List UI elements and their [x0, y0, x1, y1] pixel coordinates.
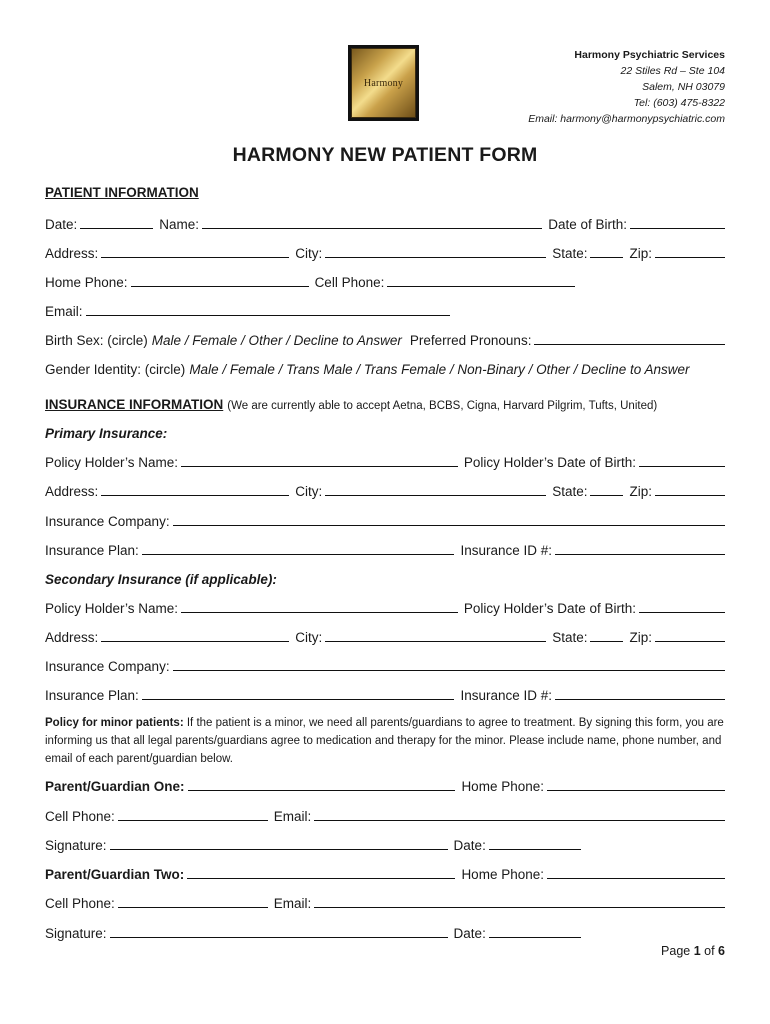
guardian-one-cell-field[interactable]: [118, 820, 268, 821]
dob-label: Date of Birth:: [548, 217, 627, 232]
address-field[interactable]: [101, 257, 289, 258]
cell-phone-field[interactable]: [387, 286, 575, 287]
guardian-two-signature-field[interactable]: [110, 937, 448, 938]
minor-policy-text: If the patient is a minor, we need all parents/guardians to agree to treatment. By signing this form, you are informing us that all legal parents/guardians agree to medication and therapy for the minor. Please include name, phone number, and email of each parent/guardian below.: [45, 717, 724, 765]
row-gender-identity: [45, 358, 725, 378]
practice-street: 22 Stiles Rd – Ste 104: [620, 65, 725, 77]
secondary-id-label: Insurance ID #:: [460, 688, 552, 703]
guardian-one-row: [45, 775, 725, 795]
primary-company-row: [45, 510, 725, 530]
guardian-one-cell-label: Cell Phone:: [45, 809, 115, 824]
secondary-zip-field[interactable]: [655, 641, 725, 642]
primary-zip-field[interactable]: [655, 495, 725, 496]
guardian-one-home-phone-label: Home Phone:: [461, 779, 544, 794]
minor-policy-paragraph: [45, 714, 725, 768]
guardian-one-name-field[interactable]: [188, 790, 456, 791]
secondary-state-label: State:: [552, 630, 588, 645]
guardian-one-date-field[interactable]: [489, 849, 581, 850]
secondary-holder-dob-field[interactable]: [639, 612, 725, 613]
secondary-address-field[interactable]: [101, 641, 289, 642]
practice-phone: Tel: (603) 475-8322: [633, 97, 725, 109]
primary-holder-name-field[interactable]: [181, 466, 458, 467]
primary-city-label: City:: [295, 484, 323, 499]
email-label: Email:: [45, 304, 83, 319]
dob-field[interactable]: [630, 228, 725, 229]
primary-plan-field[interactable]: [142, 554, 455, 555]
zip-label: Zip:: [629, 246, 652, 261]
primary-address-field[interactable]: [101, 495, 289, 496]
row-address: [45, 242, 725, 262]
page-current: 1: [693, 944, 701, 958]
primary-holder-row: [45, 451, 725, 471]
primary-insurance-heading: Primary Insurance:: [45, 426, 168, 441]
city-label: City:: [295, 246, 323, 261]
practice-name: Harmony Psychiatric Services: [574, 49, 725, 61]
secondary-holder-name-label: Policy Holder’s Name:: [45, 601, 179, 616]
secondary-plan-row: [45, 684, 725, 704]
secondary-insurance-heading-row: [45, 568, 725, 588]
state-field[interactable]: [590, 257, 623, 258]
state-label: State:: [552, 246, 588, 261]
guardian-two-email-label: Email:: [273, 896, 312, 911]
birth-sex-options[interactable]: Male / Female / Other / Decline to Answer: [151, 333, 402, 348]
practice-email: Email: harmony@harmonypsychiatric.com: [528, 113, 725, 125]
row-birth-sex: [45, 329, 725, 349]
primary-insurance-heading-row: [45, 422, 725, 442]
primary-company-label: Insurance Company:: [45, 514, 170, 529]
date-field[interactable]: [80, 228, 153, 229]
pronouns-field[interactable]: [534, 344, 725, 345]
secondary-city-field[interactable]: [325, 641, 546, 642]
guardian-one-signature-label: Signature:: [45, 838, 107, 853]
secondary-company-row: [45, 655, 725, 675]
secondary-insurance-heading: Secondary Insurance (if applicable):: [45, 572, 277, 587]
guardian-one-signature-field[interactable]: [110, 849, 448, 850]
page-of: of: [700, 944, 719, 958]
secondary-address-label: Address:: [45, 630, 99, 645]
guardian-one-date-label: Date:: [453, 838, 486, 853]
insurance-heading-row: [45, 393, 725, 413]
pronouns-label: Preferred Pronouns:: [409, 333, 532, 348]
primary-company-field[interactable]: [173, 525, 725, 526]
row-phones: [45, 271, 725, 291]
harmony-logo: [348, 45, 419, 121]
primary-zip-label: Zip:: [629, 484, 652, 499]
practice-city: Salem, NH 03079: [642, 81, 725, 93]
guardian-two-cell-label: Cell Phone:: [45, 896, 115, 911]
name-label: Name:: [159, 217, 200, 232]
secondary-plan-field[interactable]: [142, 699, 455, 700]
guardian-two-email-field[interactable]: [314, 907, 725, 908]
guardian-one-home-phone-field[interactable]: [547, 790, 725, 791]
primary-state-field[interactable]: [590, 495, 623, 496]
primary-plan-label: Insurance Plan:: [45, 543, 139, 558]
minor-policy-label: Policy for minor patients:: [45, 717, 184, 729]
secondary-plan-label: Insurance Plan:: [45, 688, 139, 703]
address-label: Address:: [45, 246, 99, 261]
guardian-one-label: Parent/Guardian One:: [45, 779, 185, 794]
guardian-two-signature-row: [45, 922, 725, 942]
guardian-one-email-field[interactable]: [314, 820, 725, 821]
guardian-two-date-field[interactable]: [489, 937, 581, 938]
primary-plan-row: [45, 539, 725, 559]
secondary-holder-name-field[interactable]: [181, 612, 458, 613]
zip-field[interactable]: [655, 257, 725, 258]
secondary-company-field[interactable]: [173, 670, 725, 671]
row-date-name-dob: [45, 213, 725, 233]
page-total: 6: [718, 944, 725, 958]
primary-city-field[interactable]: [325, 495, 546, 496]
primary-address-label: Address:: [45, 484, 99, 499]
insurance-info-heading: INSURANCE INFORMATION: [45, 397, 224, 412]
primary-address-row: [45, 480, 725, 500]
primary-holder-dob-label: Policy Holder’s Date of Birth:: [463, 455, 636, 470]
guardian-two-row: [45, 863, 725, 883]
gender-identity-options[interactable]: Male / Female / Trans Male / Trans Female / Non-Binary / Other / Decline to Answer: [189, 362, 690, 377]
primary-id-field[interactable]: [555, 554, 725, 555]
insurance-accepted-note: (We are currently able to accept Aetna, BCBS, Cigna, Harvard Pilgrim, Tufts, United): [227, 400, 658, 412]
guardian-two-home-phone-field[interactable]: [547, 878, 725, 879]
guardian-two-home-phone-label: Home Phone:: [461, 867, 544, 882]
logo-plate: [351, 48, 416, 118]
primary-holder-dob-field[interactable]: [639, 466, 725, 467]
guardian-one-contact-row: [45, 805, 725, 825]
birth-sex-label: Birth Sex: (circle): [45, 333, 148, 348]
primary-state-label: State:: [552, 484, 588, 499]
name-field[interactable]: [202, 228, 542, 229]
logo-text: Harmony: [363, 77, 404, 89]
guardian-two-date-label: Date:: [453, 926, 486, 941]
secondary-id-field[interactable]: [555, 699, 725, 700]
secondary-holder-row: [45, 597, 725, 617]
home-phone-field[interactable]: [131, 286, 309, 287]
guardian-two-label: Parent/Guardian Two:: [45, 867, 185, 882]
primary-id-label: Insurance ID #:: [460, 543, 552, 558]
page-prefix: Page: [661, 944, 694, 958]
secondary-state-field[interactable]: [590, 641, 623, 642]
patient-info-heading: PATIENT INFORMATION: [45, 185, 199, 200]
home-phone-label: Home Phone:: [45, 275, 128, 290]
guardian-two-cell-field[interactable]: [118, 907, 268, 908]
primary-holder-name-label: Policy Holder’s Name:: [45, 455, 179, 470]
row-email: [45, 300, 725, 320]
secondary-address-row: [45, 626, 725, 646]
guardian-one-signature-row: [45, 834, 725, 854]
cell-phone-label: Cell Phone:: [314, 275, 385, 290]
secondary-city-label: City:: [295, 630, 323, 645]
city-field[interactable]: [325, 257, 546, 258]
page-number: [661, 944, 725, 958]
guardian-two-contact-row: [45, 892, 725, 912]
gender-identity-label: Gender Identity: (circle): [45, 362, 186, 377]
secondary-zip-label: Zip:: [629, 630, 652, 645]
secondary-holder-dob-label: Policy Holder’s Date of Birth:: [463, 601, 636, 616]
guardian-two-signature-label: Signature:: [45, 926, 107, 941]
email-field[interactable]: [86, 315, 450, 316]
guardian-two-name-field[interactable]: [187, 878, 455, 879]
practice-address: [528, 47, 725, 127]
secondary-company-label: Insurance Company:: [45, 659, 170, 674]
date-label: Date:: [45, 217, 78, 232]
guardian-one-email-label: Email:: [273, 809, 312, 824]
form-title: HARMONY NEW PATIENT FORM: [232, 144, 538, 166]
